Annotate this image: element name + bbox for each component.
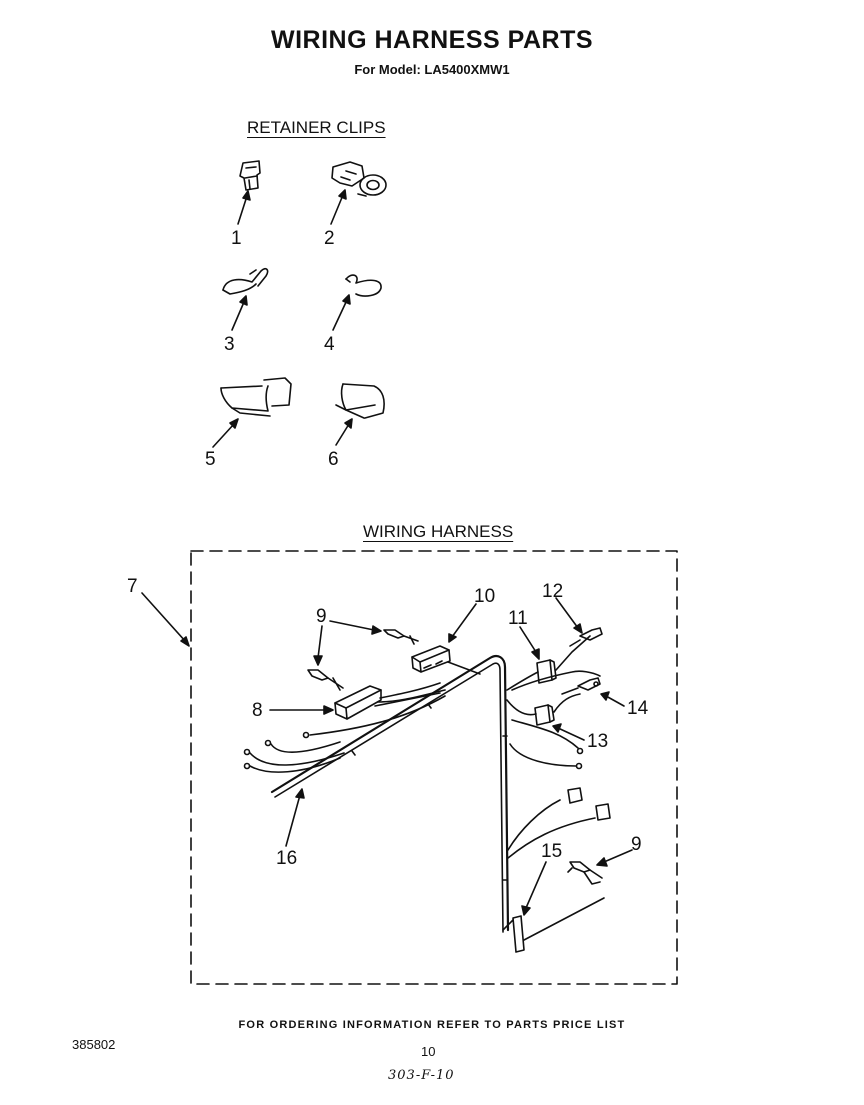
- clip-3-icon: [223, 269, 268, 294]
- terminal-9-top-b: [308, 670, 343, 690]
- callout-7-leader: [142, 593, 189, 646]
- callout-1: 1: [231, 228, 242, 249]
- lower-right-plugs: [508, 788, 610, 858]
- connector-10: [412, 646, 480, 674]
- model-subtitle: For Model: LA5400XMW1: [354, 62, 510, 77]
- terminal-14: [562, 678, 600, 694]
- callout-16: 16: [276, 848, 298, 869]
- callout-5: 5: [205, 449, 216, 470]
- callout-11-leader: [520, 627, 539, 659]
- connector-13: [507, 671, 600, 768]
- callout-9-top: 9: [316, 606, 327, 627]
- handwritten-code: 303-F-10: [388, 1068, 455, 1083]
- callout-14: 14: [627, 698, 649, 719]
- clip-1-icon: [240, 161, 260, 190]
- callout-13: 13: [587, 731, 609, 752]
- connector-8: [335, 683, 445, 719]
- clip-4-pointer: [333, 295, 350, 330]
- clip-5-icon: [221, 378, 291, 416]
- clip-1-pointer: [238, 191, 250, 224]
- callout-15: 15: [541, 841, 563, 862]
- clip-4-icon: [346, 275, 381, 296]
- callout-3: 3: [224, 334, 235, 355]
- retainer-clips-heading: RETAINER CLIPS: [247, 118, 386, 137]
- clip-2-icon: [332, 162, 386, 196]
- terminal-12: [570, 628, 602, 646]
- clip-2-pointer: [331, 190, 346, 224]
- callout-12-leader: [556, 598, 582, 633]
- bottom-terminal: [503, 898, 604, 952]
- clip-3-pointer: [232, 296, 247, 330]
- callout-8: 8: [252, 700, 263, 721]
- callout-13-leader: [553, 724, 584, 740]
- clip-6-pointer: [336, 419, 352, 445]
- callout-4: 4: [324, 334, 335, 355]
- ordering-note: FOR ORDERING INFORMATION REFER TO PARTS PRICE LIST: [238, 1019, 626, 1031]
- callout-12: 12: [542, 581, 564, 602]
- callout-9-top-leaders: [314, 621, 381, 665]
- page-title: WIRING HARNESS PARTS: [270, 26, 594, 54]
- callout-7: 7: [127, 576, 138, 597]
- callout-10: 10: [474, 586, 496, 607]
- callout-14-leader: [601, 692, 624, 706]
- callout-15-leader: [522, 862, 546, 915]
- main-harness-trunk: [272, 656, 508, 932]
- clip-6-icon: [336, 384, 384, 418]
- connector-11: [507, 636, 590, 690]
- callout-11: 11: [508, 608, 528, 629]
- callout-10-leader: [449, 604, 476, 642]
- callout-2: 2: [324, 228, 335, 249]
- terminal-9-top-a: [384, 630, 418, 644]
- clip-5-pointer: [213, 419, 238, 447]
- callout-8-leader: [270, 706, 333, 714]
- wiring-harness-heading: WIRING HARNESS: [363, 522, 514, 541]
- page-number: 10: [421, 1044, 436, 1059]
- callout-9-bottom: 9: [631, 834, 642, 855]
- harness-dashed-border: [191, 551, 677, 984]
- callout-16-leader: [286, 789, 304, 846]
- document-number: 385802: [72, 1037, 116, 1052]
- callout-6: 6: [328, 449, 339, 470]
- callout-9-bottom-leader: [597, 850, 632, 866]
